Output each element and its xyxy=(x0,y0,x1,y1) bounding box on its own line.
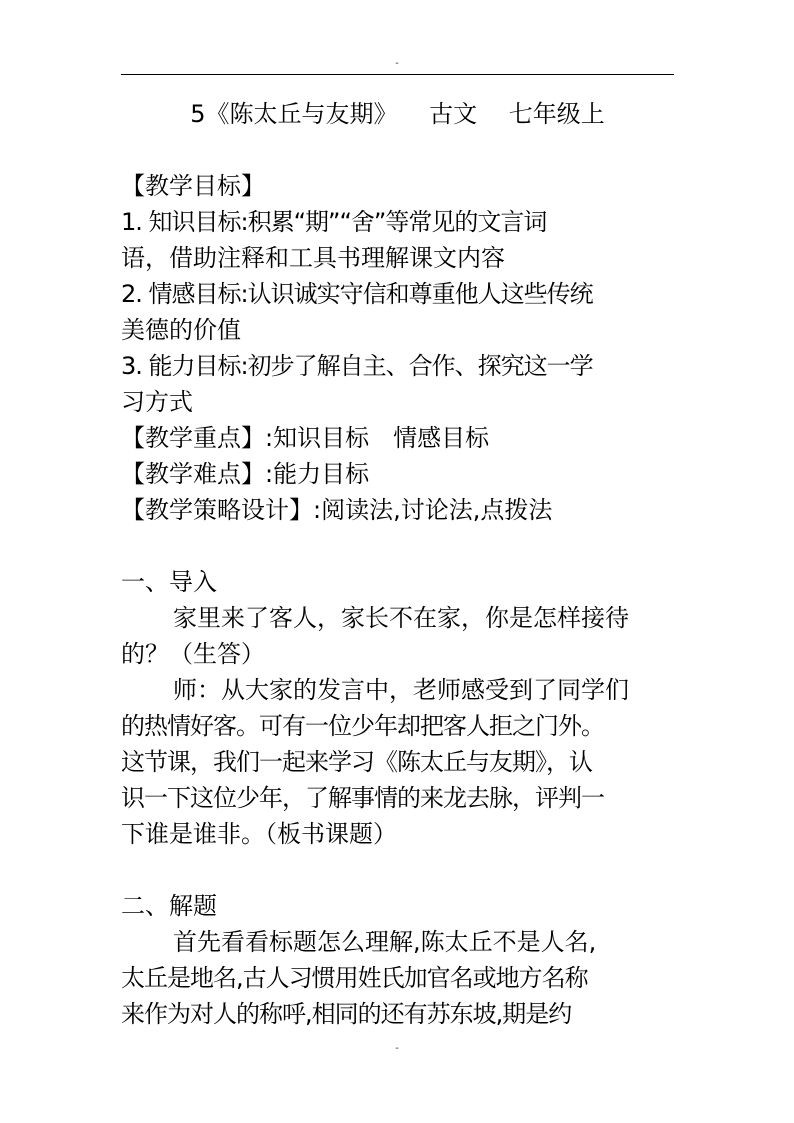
lesson-title-category: 古文 xyxy=(429,100,478,128)
section-1-heading: 一、导入 xyxy=(121,568,217,596)
objective-2-line-1: 2. 情感目标:认识诚实守信和尊重他人这些传统 xyxy=(121,280,593,308)
section-1-paragraph-2-line-1: 师：从大家的发言中，老师感受到了同学们 xyxy=(173,676,629,704)
blank-line xyxy=(121,528,674,564)
section-1-paragraph-1-line-1: 家里来了客人，家长不在家，你是怎样接待 xyxy=(173,604,629,632)
section-2-paragraph-1-line-1: 首先看看标题怎么理解,陈太丘不是人名, xyxy=(173,928,597,956)
lesson-title xyxy=(121,96,674,132)
section-1-paragraph-2-line-3: 这节课，我们一起来学习《陈太丘与友期》，认 xyxy=(121,748,592,776)
lesson-title-grade: 七年级上 xyxy=(508,100,605,128)
section-2-heading: 二、解题 xyxy=(121,892,217,920)
blank-line xyxy=(121,132,674,168)
section-1-paragraph-1-line-2: 的？（生答） xyxy=(121,640,265,668)
objective-1-line-1: 1. 知识目标:积累“期”“舍”等常见的文言词 xyxy=(121,208,547,236)
section-2-paragraph-1-line-3: 来作为对人的称呼,相同的还有苏东坡,期是约 xyxy=(121,1000,572,1028)
blank-line xyxy=(121,852,674,888)
objective-1-line-2: 语，借助注释和工具书理解课文内容 xyxy=(121,244,505,272)
document-body xyxy=(121,96,674,1032)
section-2-paragraph-1-line-2: 太丘是地名,古人习惯用姓氏加官名或地方名称 xyxy=(121,964,588,992)
objective-3-line-2: 习方式 xyxy=(121,388,193,416)
objective-3-line-1: 3. 能力目标:初步了解自主、合作、探究这一学 xyxy=(121,352,593,380)
section-1-paragraph-2-line-4: 识一下这位少年，了解事情的来龙去脉，评判一 xyxy=(121,784,604,812)
key-points: 【教学重点】:知识目标 情感目标 xyxy=(121,424,490,452)
objectives-heading: 【教学目标】 xyxy=(121,172,265,200)
objective-2-line-2: 美德的价值 xyxy=(121,316,241,344)
teaching-strategy: 【教学策略设计】:阅读法,讨论法,点拨法 xyxy=(121,496,553,524)
difficulties: 【教学难点】:能力目标 xyxy=(121,460,370,488)
page-header-mark: - xyxy=(395,58,399,69)
lesson-title-main: 5《陈太丘与友期》 xyxy=(190,100,398,128)
section-1-paragraph-2-line-5: 下谁是谁非。（板书课题） xyxy=(121,820,397,848)
page-footer-mark: - xyxy=(395,1043,399,1054)
header-divider xyxy=(121,74,674,75)
section-1-paragraph-2-line-2: 的热情好客。可有一位少年却把客人拒之门外。 xyxy=(121,712,604,740)
